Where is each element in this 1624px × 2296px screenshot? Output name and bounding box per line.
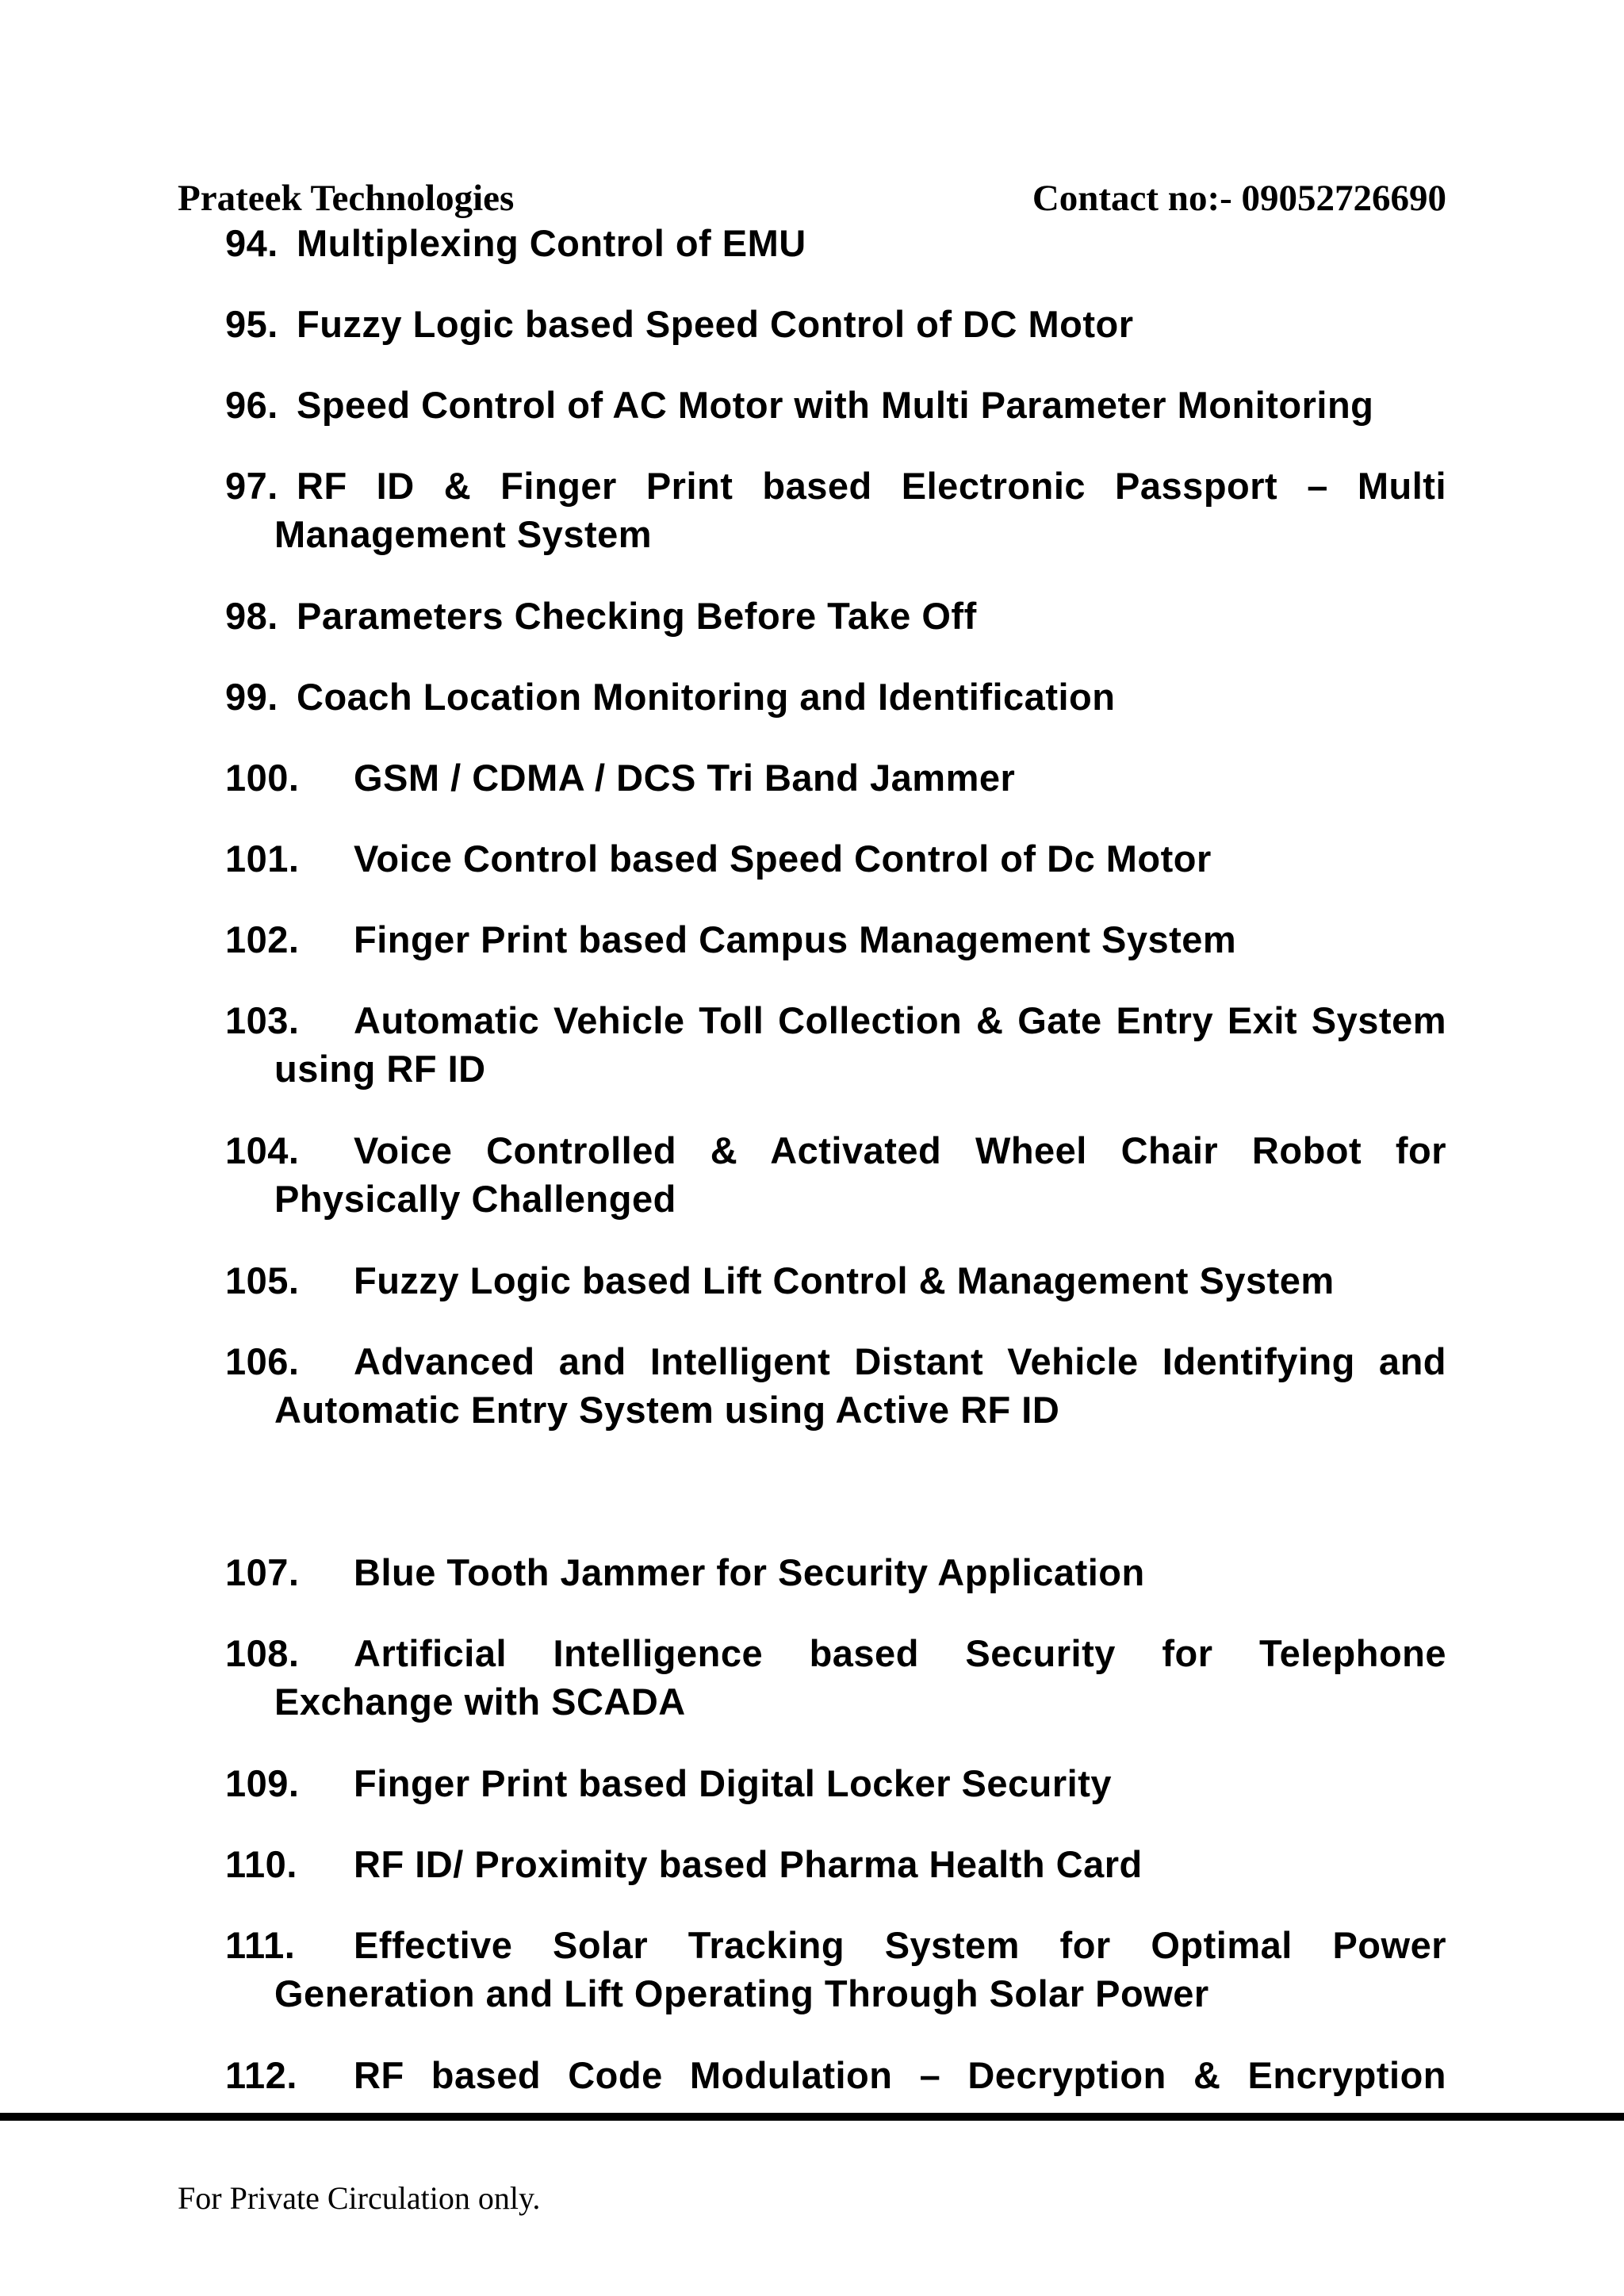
item-number: 102.: [225, 918, 300, 960]
list-item: [225, 753, 1446, 802]
list-item: [225, 462, 1446, 558]
item-number: 110.: [225, 1843, 297, 1885]
item-number: 112.: [225, 2054, 297, 2096]
item-text: GSM / CDMA / DCS Tri Band Jammer: [354, 757, 1016, 799]
item-text: Finger Print based Campus Management System: [354, 918, 1237, 960]
list-item: [225, 1337, 1446, 1434]
item-text: Multiplexing Control of EMU: [297, 222, 806, 264]
list-item: [225, 1759, 1446, 1807]
item-text: Fuzzy Logic based Lift Control & Management System: [354, 1259, 1335, 1301]
item-number: 98.: [225, 595, 278, 637]
item-text: RF ID & Finger Print based Electronic Passport – Multi Management System: [274, 465, 1446, 555]
list-item: [225, 1921, 1446, 2018]
item-number: 107.: [225, 1551, 300, 1593]
item-number: 100.: [225, 757, 300, 799]
item-text: RF based Code Modulation – Decryption & Encryption: [354, 2054, 1446, 2096]
item-text: Artificial Intelligence based Security for Telephone Exchange with SCADA: [274, 1632, 1446, 1723]
item-text: Fuzzy Logic based Speed Control of DC Motor: [297, 303, 1134, 345]
footer-note: For Private Circulation only.: [178, 2180, 541, 2216]
item-number: 97.: [225, 465, 278, 507]
company-name: Prateek Technologies: [178, 178, 515, 219]
item-text: Voice Control based Speed Control of Dc Motor: [354, 838, 1212, 880]
item-number: 96.: [225, 384, 278, 426]
item-text: Effective Solar Tracking System for Optimal Power Generation and Lift Operating Through Solar Power: [274, 1924, 1446, 2014]
item-text: Coach Location Monitoring and Identification: [297, 676, 1116, 718]
list-item: [225, 300, 1446, 348]
list-item: [225, 1629, 1446, 1726]
item-number: 106.: [225, 1340, 300, 1382]
list-item: [225, 381, 1446, 429]
item-number: 104.: [225, 1129, 300, 1171]
list-item: [225, 996, 1446, 1093]
item-text: Advanced and Intelligent Distant Vehicle Identifying and Automatic Entry System using Active RF ID: [274, 1340, 1446, 1431]
item-text: Voice Controlled & Activated Wheel Chair Robot for Physically Challenged: [274, 1129, 1446, 1220]
item-number: 99.: [225, 676, 278, 718]
list-item: [225, 673, 1446, 721]
list-item: [225, 1126, 1446, 1223]
item-text: Blue Tooth Jammer for Security Application: [354, 1551, 1145, 1593]
item-number: 95.: [225, 303, 278, 345]
item-number: 109.: [225, 1762, 300, 1804]
item-number: 111.: [225, 1924, 296, 1966]
item-text: Automatic Vehicle Toll Collection & Gate Entry Exit System using RF ID: [274, 999, 1446, 1090]
list-item: [225, 834, 1446, 883]
list-item: [225, 592, 1446, 640]
list-item: [225, 1548, 1446, 1596]
list-item: [225, 915, 1446, 964]
item-number: 105.: [225, 1259, 300, 1301]
item-text: RF ID/ Proximity based Pharma Health Card: [354, 1843, 1143, 1885]
item-number: 103.: [225, 999, 300, 1041]
list-item: [225, 1256, 1446, 1305]
contact-number: Contact no:- 09052726690: [1032, 178, 1446, 219]
list-item: [225, 2051, 1446, 2099]
item-text: Parameters Checking Before Take Off: [297, 595, 977, 637]
item-number: 108.: [225, 1632, 300, 1674]
item-text: Speed Control of AC Motor with Multi Parameter Monitoring: [297, 384, 1374, 426]
list-item: [225, 219, 1446, 267]
list-item: [225, 1840, 1446, 1888]
item-text: Finger Print based Digital Locker Security: [354, 1762, 1113, 1804]
item-number: 94.: [225, 222, 278, 264]
item-number: 101.: [225, 838, 300, 880]
footer-divider: [0, 2113, 1624, 2121]
